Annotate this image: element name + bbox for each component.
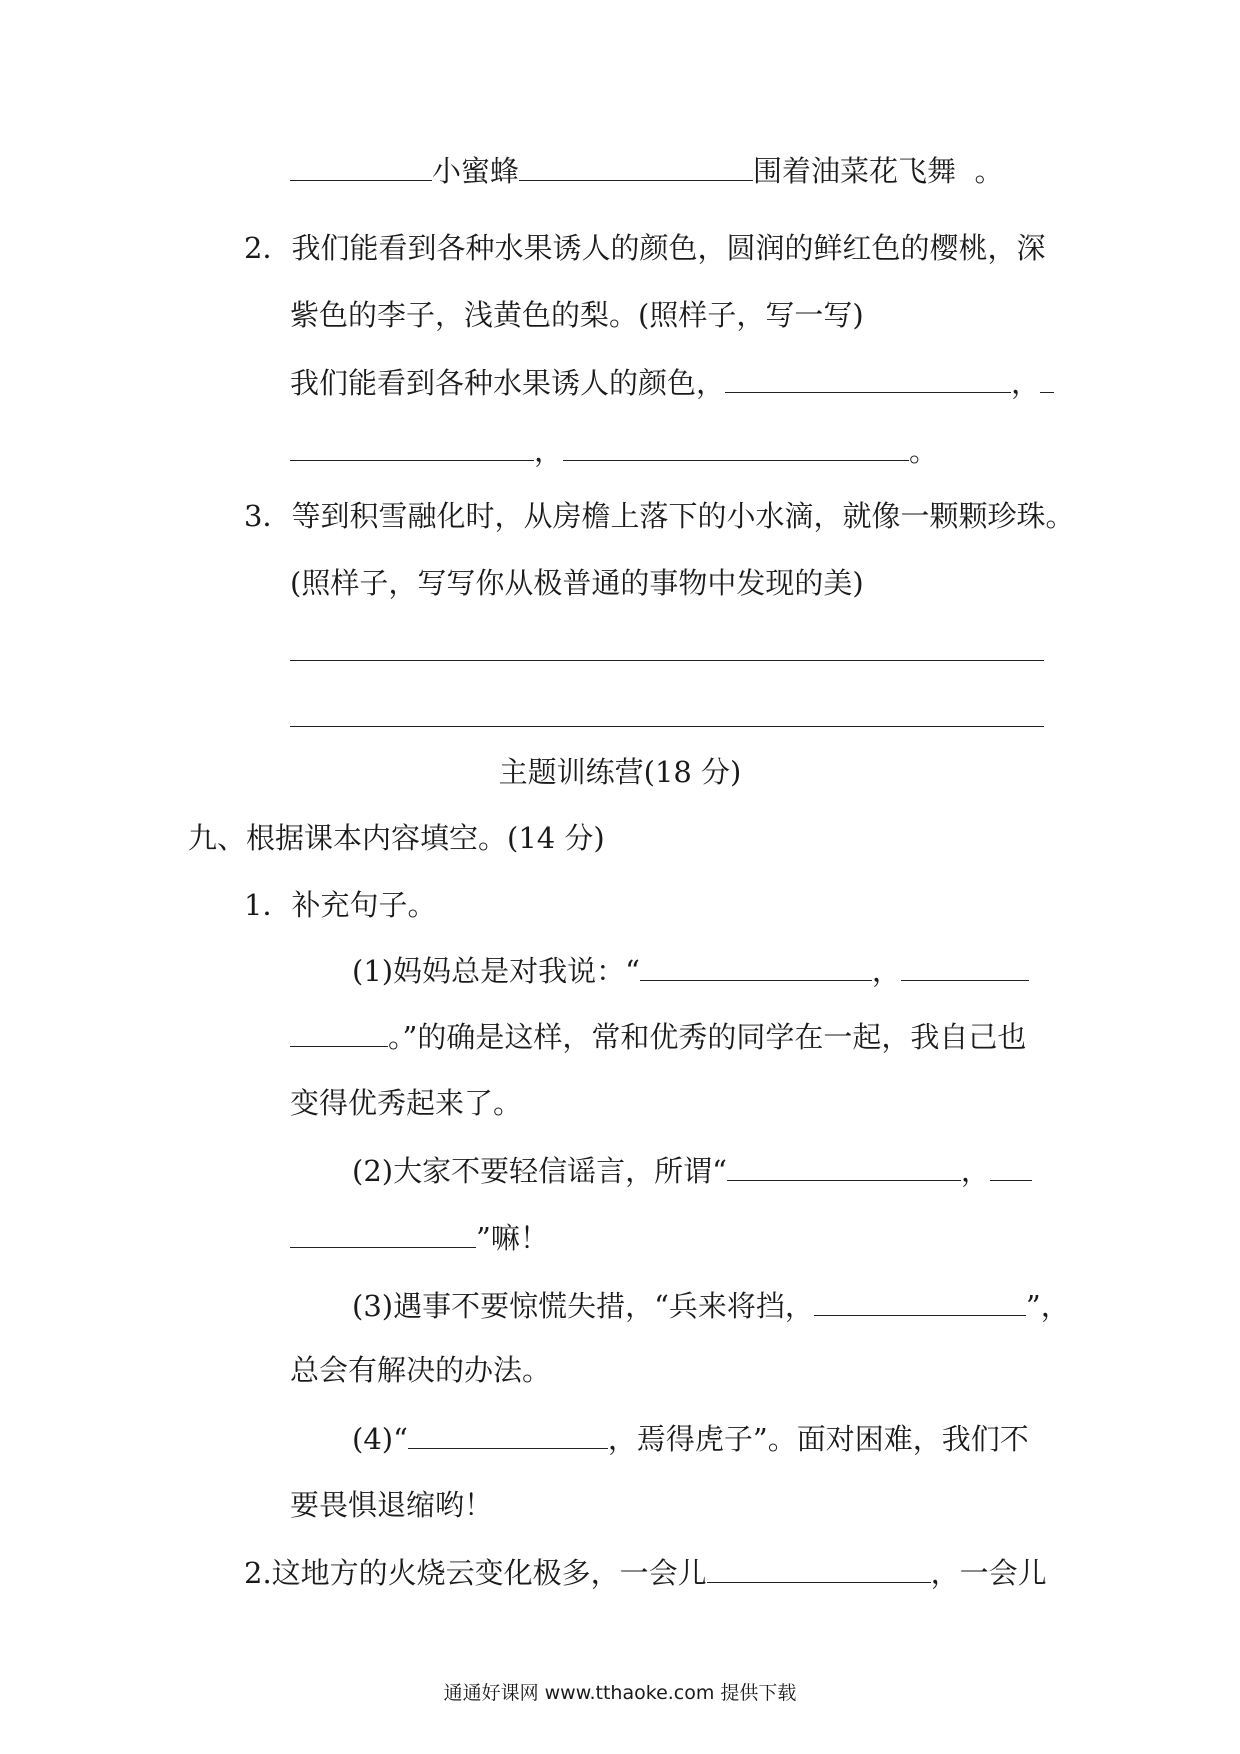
q3-prompt-line2: (照样子，写写你从极普通的事物中发现的美) [290, 566, 864, 600]
blank[interactable] [725, 362, 1011, 393]
q2-answer-line1 [290, 362, 1054, 403]
text-bee: 小蜜蜂 [432, 154, 520, 188]
item2-text: ”嘛！ [476, 1221, 549, 1255]
section-title: 主题训练营(18 分) [498, 755, 742, 789]
blank[interactable] [290, 150, 432, 181]
blank[interactable] [901, 950, 1029, 981]
q2-answer-start: 我们能看到各种水果诱人的颜色， [290, 366, 726, 400]
period: 。 [909, 434, 939, 468]
q1-answer-line [290, 150, 1003, 191]
blank[interactable] [408, 1418, 608, 1449]
comma: ， [534, 434, 564, 468]
blank[interactable] [707, 1552, 931, 1583]
item2-text: (2)大家不要轻信谣言，所谓“ [352, 1154, 727, 1188]
blank[interactable] [640, 950, 872, 981]
q9-sub2 [244, 1552, 1047, 1593]
q2-prompt-line2: 紫色的李子，浅黄色的梨。(照样子，写一写) [290, 298, 864, 332]
q9-heading: 九、根据课本内容填空。(14 分) [188, 821, 605, 855]
item3-line2: 总会有解决的办法。 [290, 1353, 552, 1387]
comma: ， [960, 1154, 990, 1188]
blank[interactable] [814, 1285, 1026, 1316]
footer: 通通好课网 www.tthaoke.com 提供下载 [443, 1682, 797, 1704]
item3-text: (3)遇事不要惊慌失措，“兵来将挡， [352, 1289, 814, 1323]
sub2-text: 2.这地方的火烧云变化极多，一会儿 [244, 1556, 707, 1590]
item1-line3: 变得优秀起来了。 [290, 1086, 523, 1120]
blank[interactable] [290, 1016, 388, 1047]
item3-text: ”， [1025, 1289, 1070, 1323]
item4-text: ，焉得虎子”。面对困难，我们不 [607, 1422, 1029, 1456]
item4-line1 [352, 1418, 1029, 1459]
blank[interactable] [290, 1217, 476, 1248]
item4-text: (4)“ [352, 1422, 408, 1456]
comma: ， [1011, 366, 1041, 400]
blank[interactable] [990, 1150, 1032, 1181]
item2-line1 [352, 1150, 1032, 1191]
blank[interactable] [727, 1150, 961, 1181]
q3-blank-line1[interactable] [290, 630, 1044, 671]
item1-line2 [290, 1016, 1026, 1057]
text-end: 。 [974, 154, 1004, 188]
blank[interactable] [290, 430, 534, 461]
sub2-text: ，一会儿 [930, 1556, 1047, 1590]
item4-line2: 要畏惧退缩哟！ [290, 1488, 494, 1522]
blank[interactable] [563, 430, 909, 461]
text-flowers: 围着油菜花飞舞 [753, 154, 957, 188]
item2-line2 [290, 1217, 549, 1258]
q2-answer-line2 [290, 430, 938, 471]
blank[interactable] [519, 150, 753, 181]
item1-line1 [352, 950, 1029, 991]
item3-line1 [352, 1285, 1070, 1326]
q2-prompt-line1: 2．我们能看到各种水果诱人的颜色，圆润的鲜红色的樱桃，深 [244, 231, 1046, 265]
blank[interactable] [1040, 362, 1054, 393]
q3-prompt-line1: 3．等到积雪融化时，从房檐上落下的小水滴，就像一颗颗珍珠。 [244, 499, 1075, 533]
item1-text: (1)妈妈总是对我说：“ [352, 954, 640, 988]
item1-text: 。”的确是这样，常和优秀的同学在一起，我自己也 [388, 1020, 1027, 1054]
q3-blank-line2[interactable] [290, 696, 1044, 737]
comma: ， [871, 954, 901, 988]
q9-sub1: 1．补充句子。 [244, 888, 437, 922]
